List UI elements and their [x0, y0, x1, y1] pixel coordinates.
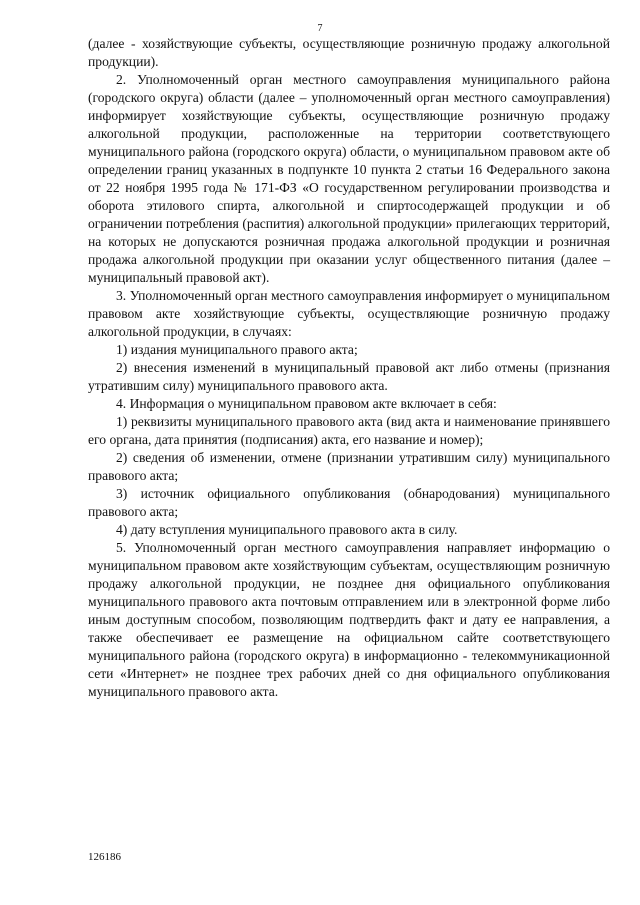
list-item-3-1: 1) издания муниципального правого акта; — [116, 342, 358, 357]
list-item-4-3: 3) источник официального опубликования (обнародования) муниципального правового акта; — [88, 486, 610, 519]
list-item-4-4: 4) дату вступления муниципального правового акта в силу. — [116, 522, 458, 537]
list-item-4-2: 2) сведения об изменении, отмене (признании утратившим силу) муниципального правового акта; — [88, 450, 610, 483]
list-item-4-1: 1) реквизиты муниципального правового акта (вид акта и наименование принявшего его органа, дата принятия (подписания) акта, его название и номер); — [88, 414, 610, 447]
paragraph-item-2: 2. Уполномоченный орган местного самоуправления муниципального района (городского округа) области (далее – уполномоченный орган местного самоуправления) информирует хозяйствующие субъекты, осуществляющие розничную продажу алкогольной продукции, расположенные на территории соответствующего муниципального района (городского округа) области, о муниципальном правовом акте об определении границ указанных в подпункте 10 пункта 2 статьи 16 Федерального закона от 22 ноября 1995 года № 171-ФЗ «О государственном регулировании производства и оборота этилового спирта, алкогольной и спиртосодержащей продукции и об ограничении потребления (распития) алкогольной продукции» прилегающих территорий, на которых не допускаются розничная продажа алкогольной продукции и розничная продажа алкогольной продукции при оказании услуг общественного питания (далее – муниципальный правовой акт). — [88, 72, 610, 285]
footer-code: 126186 — [88, 851, 121, 863]
page-number: 7 — [317, 23, 323, 34]
paragraph-item-5: 5. Уполномоченный орган местного самоуправления направляет информацию о муниципальном правовом акте хозяйствующим субъектам, осуществляющим розничную продажу алкогольной продукции, не позднее дня официального опубликования муниципального правового акта почтовым отправлением или в электронной форме либо иным доступным способом, позволяющим подтвердить факт и дату ее направления, а также обеспечивает ее размещение на официальном сайте соответствующего муниципального района (городского округа) в информационно - телекоммуникационной сети «Интернет» не позднее трех рабочих дней со дня официального опубликования муниципального правового акта. — [88, 540, 610, 699]
paragraph-item-3: 3. Уполномоченный орган местного самоуправления информирует о муниципальном правовом акте хозяйствующие субъекты, осуществляющие розничную продажу алкогольной продукции, в случаях: — [88, 288, 610, 339]
list-item-3-2: 2) внесения изменений в муниципальный правовой акт либо отмены (признания утратившим силу) муниципального правового акта. — [88, 360, 610, 393]
paragraph-item-4: 4. Информация о муниципальном правовом акте включает в себя: — [116, 396, 497, 411]
document-body — [88, 35, 610, 701]
paragraph-continuation: (далее - хозяйствующие субъекты, осуществляющие розничную продажу алкогольной продукции). — [88, 36, 610, 69]
